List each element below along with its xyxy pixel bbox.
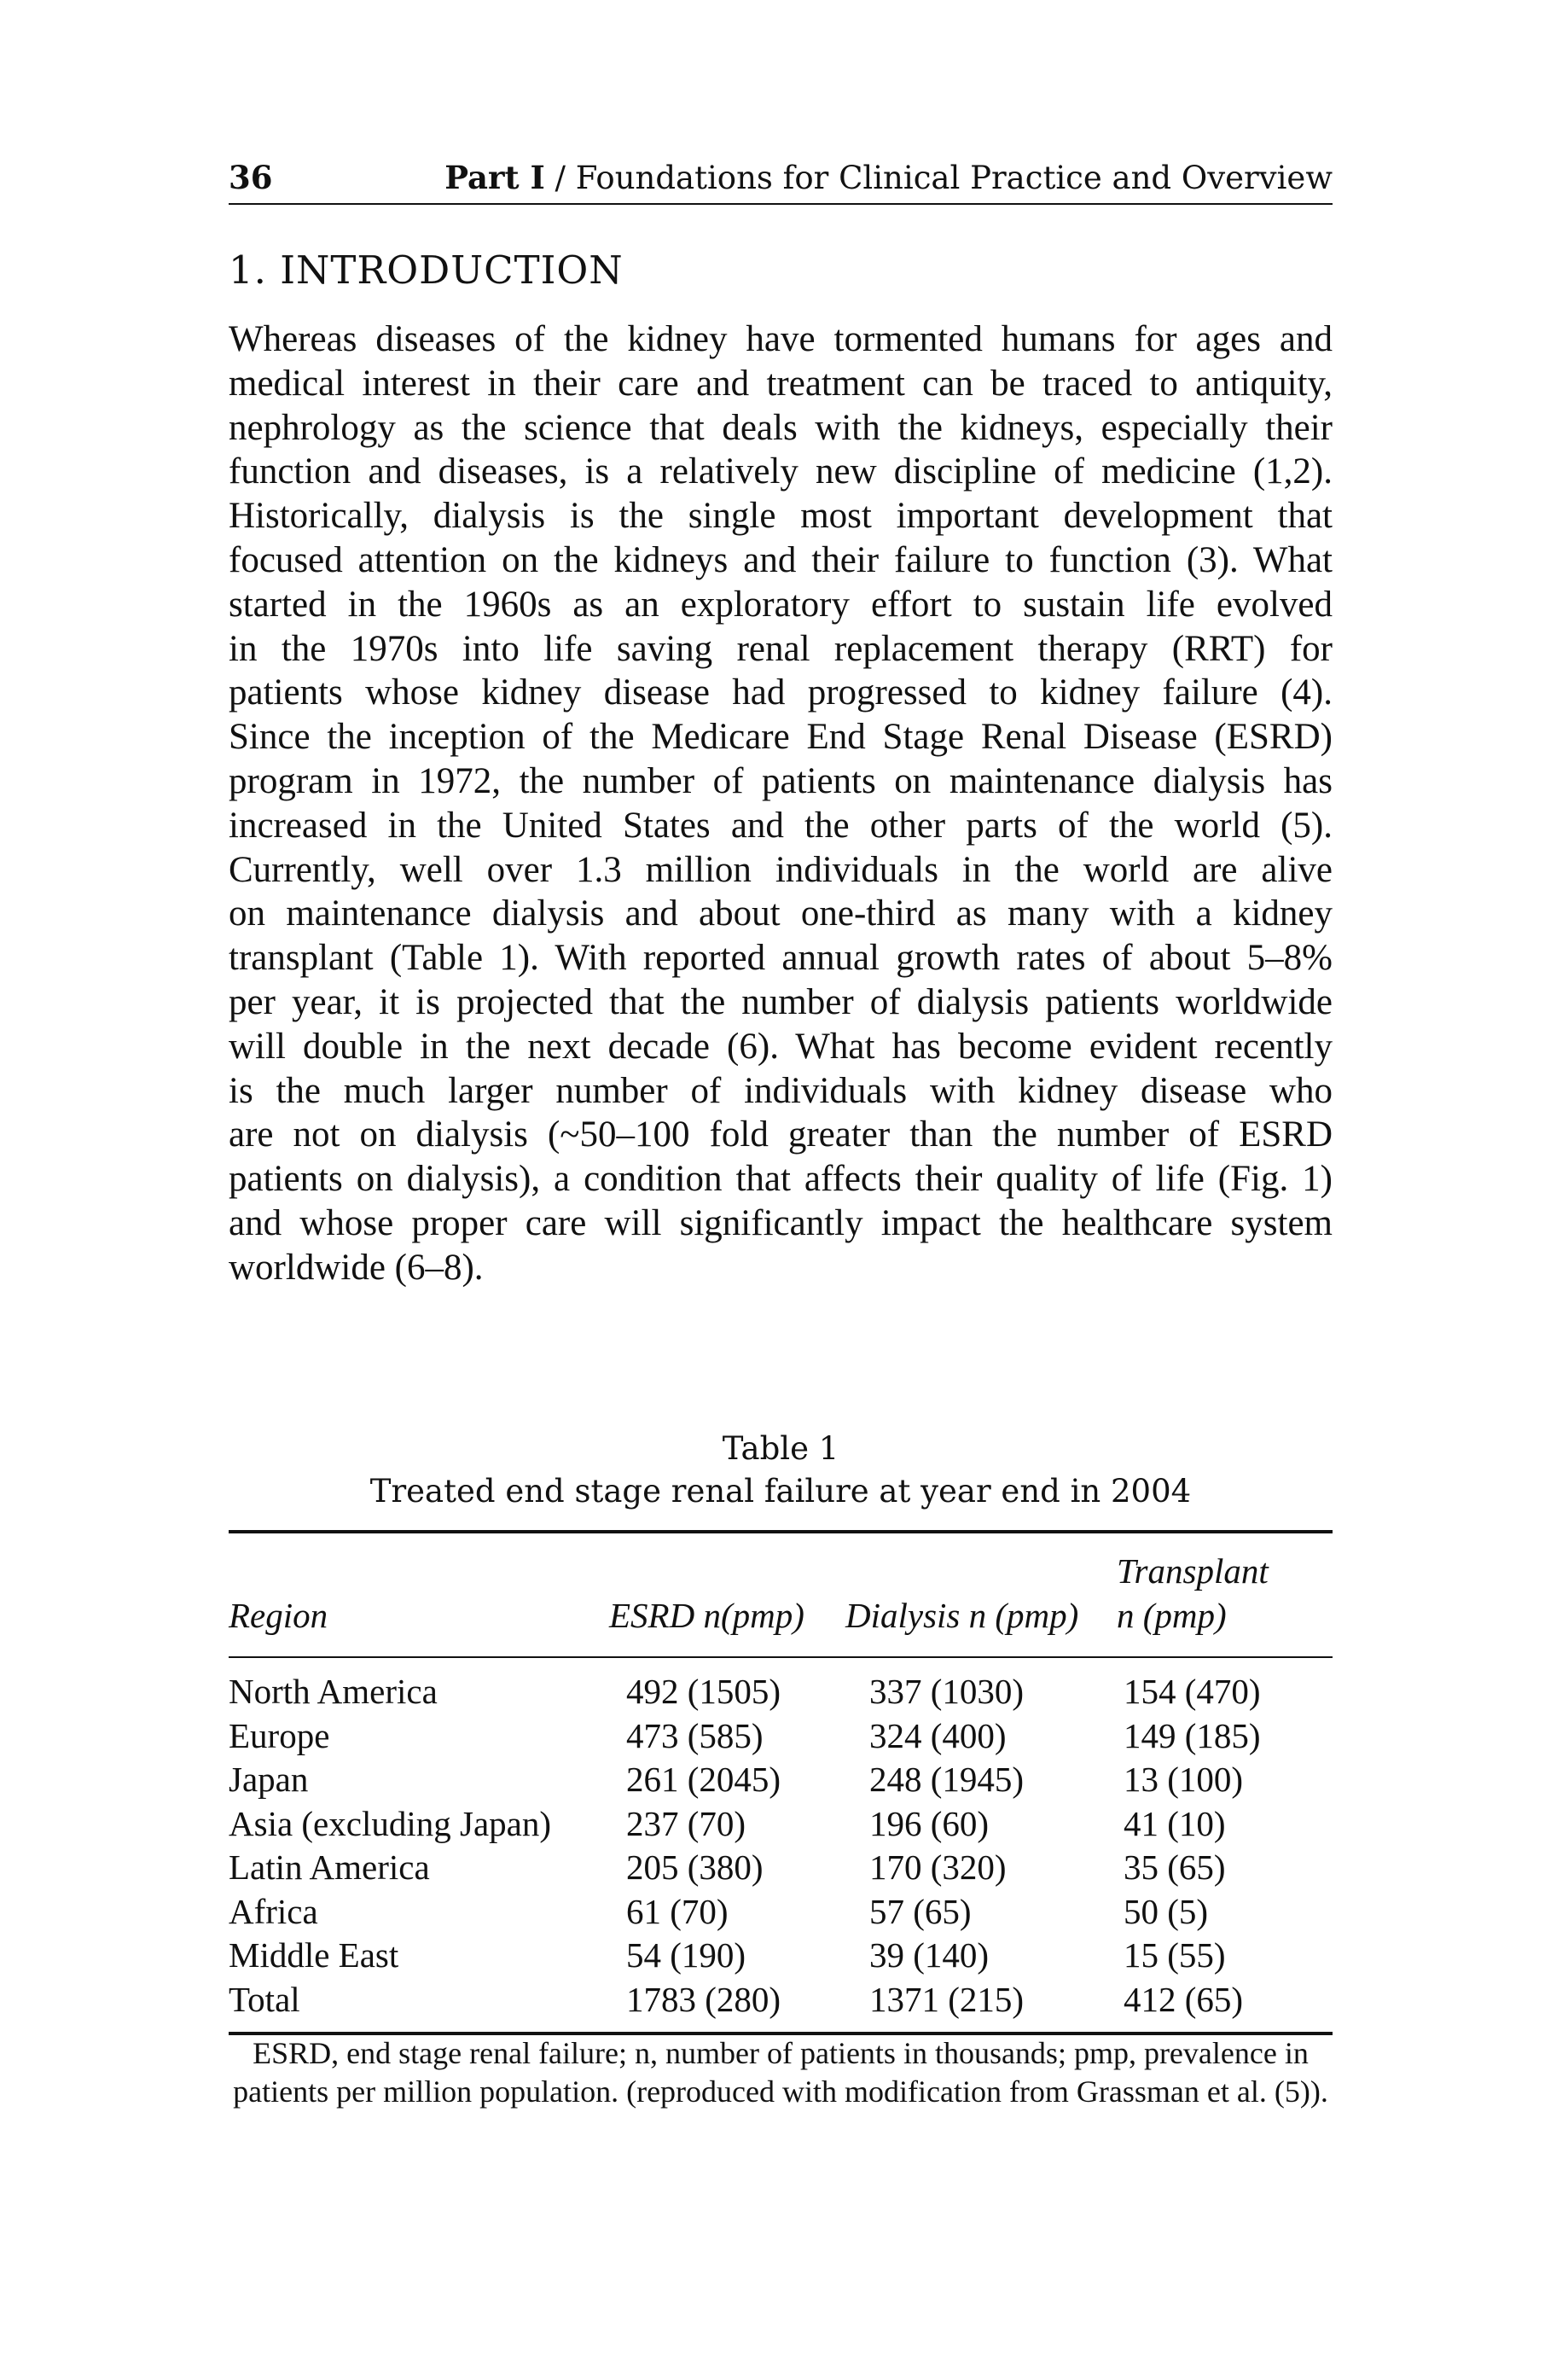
body-line: is the much larger number of individuals with kidney disease who	[229, 1070, 1333, 1111]
body-line: patients on dialysis), a condition that affects their quality of life (Fig. 1)	[229, 1159, 1333, 1200]
cell-transplant: 41 (10)	[1124, 1803, 1226, 1843]
body-line: in the 1970s into life saving renal replacement therapy (RRT) for	[229, 628, 1333, 669]
cell-region: Europe	[229, 1715, 330, 1755]
cell-dialysis: 170 (320)	[869, 1847, 1007, 1887]
cell-dialysis: 1371 (215)	[869, 1979, 1025, 2019]
body-line: will double in the next decade (6). What has become evident recently	[229, 1026, 1333, 1067]
body-line: Since the inception of the Medicare End Stage Renal Disease (ESRD)	[229, 717, 1333, 758]
cell-region: Middle East	[229, 1935, 399, 1975]
body-line: Whereas diseases of the kidney have tormented humans for ages and	[229, 319, 1333, 359]
cell-transplant: 149 (185)	[1124, 1715, 1261, 1755]
cell-esrd: 205 (380)	[626, 1847, 764, 1887]
cell-transplant: 15 (55)	[1124, 1935, 1226, 1975]
running-head	[444, 159, 1333, 196]
body-line: function and diseases, is a relatively new discipline of medicine (1,2).	[229, 451, 1333, 492]
cell-esrd: 237 (70)	[626, 1803, 746, 1843]
page-number: 36	[229, 159, 273, 196]
table-row	[229, 1890, 1333, 1935]
cell-transplant: 13 (100)	[1124, 1760, 1244, 1799]
table-row	[229, 1714, 1333, 1759]
cell-esrd: 473 (585)	[626, 1715, 764, 1755]
header-separator: /	[555, 160, 566, 196]
table-header-row	[229, 1532, 1333, 1657]
table-footnote	[229, 2034, 1333, 2111]
cell-dialysis: 196 (60)	[869, 1803, 990, 1843]
cell-dialysis: 57 (65)	[869, 1891, 972, 1931]
table-row	[229, 1802, 1333, 1847]
body-line: patients whose kidney disease had progressed to kidney failure (4).	[229, 672, 1333, 713]
body-line: worldwide (6–8).	[229, 1247, 484, 1288]
cell-transplant: 412 (65)	[1124, 1979, 1244, 2019]
body-paragraph	[229, 317, 1333, 1290]
cell-region: North America	[229, 1672, 438, 1711]
part-title: Foundations for Clinical Practice and Overview	[575, 160, 1333, 196]
header-transplant	[1117, 1532, 1333, 1657]
cell-esrd: 1783 (280)	[626, 1979, 781, 2019]
table-row	[229, 1657, 1333, 1714]
cell-transplant: 35 (65)	[1124, 1847, 1226, 1887]
cell-region: Asia (excluding Japan)	[229, 1803, 551, 1843]
cell-dialysis: 39 (140)	[869, 1935, 990, 1975]
body-line: increased in the United States and the other parts of the world (5).	[229, 805, 1333, 846]
header-transplant-line2: n (pmp)	[1117, 1596, 1227, 1635]
cell-dialysis: 324 (400)	[869, 1715, 1007, 1755]
cell-dialysis: 248 (1945)	[869, 1760, 1025, 1799]
body-line: per year, it is projected that the number of dialysis patients worldwide	[229, 981, 1333, 1022]
body-line: started in the 1960s as an exploratory effort to sustain life evolved	[229, 584, 1333, 625]
header-region: Region	[229, 1596, 328, 1635]
cell-region: Total	[229, 1979, 300, 2019]
header-dialysis: Dialysis n (pmp)	[845, 1596, 1079, 1635]
cell-transplant: 50 (5)	[1124, 1891, 1209, 1931]
body-line: Historically, dialysis is the single most important development that	[229, 496, 1333, 537]
header-esrd: ESRD n(pmp)	[609, 1596, 804, 1635]
table-label: Table 1	[722, 1430, 839, 1467]
cell-region: Africa	[229, 1891, 318, 1931]
table-row-total	[229, 1978, 1333, 2034]
part-label: Part I	[444, 159, 545, 196]
body-line: focused attention on the kidneys and their failure to function (3). What	[229, 539, 1333, 580]
cell-dialysis: 337 (1030)	[869, 1672, 1025, 1711]
table-row	[229, 1758, 1333, 1802]
section-title: 1. INTRODUCTION	[229, 247, 624, 293]
cell-region: Japan	[229, 1760, 309, 1799]
body-line: nephrology as the science that deals with the kidneys, especially their	[229, 407, 1333, 448]
table-row	[229, 1846, 1333, 1890]
body-line: Currently, well over 1.3 million individuals in the world are alive	[229, 849, 1333, 890]
header-transplant-line1: Transplant	[1117, 1551, 1269, 1591]
body-line: on maintenance dialysis and about one-third as many with a kidney	[229, 893, 1333, 934]
cell-esrd: 61 (70)	[626, 1891, 729, 1931]
body-line: transplant (Table 1). With reported annual growth rates of about 5–8%	[229, 938, 1333, 979]
cell-esrd: 492 (1505)	[626, 1672, 781, 1711]
cell-esrd: 261 (2045)	[626, 1760, 781, 1799]
esrd-table	[229, 1530, 1333, 2035]
body-line: and whose proper care will significantly impact the healthcare system	[229, 1202, 1333, 1243]
body-line: program in 1972, the number of patients on maintenance dialysis has	[229, 760, 1333, 801]
body-line: are not on dialysis (~50–100 fold greater than the number of ESRD	[229, 1114, 1333, 1155]
body-line: medical interest in their care and treatment can be traced to antiquity,	[229, 363, 1333, 404]
cell-esrd: 54 (190)	[626, 1935, 746, 1975]
footnote-line: patients per million population. (reproduced with modification from Grassman et al. (5)).	[233, 2074, 1328, 2109]
table-title: Treated end stage renal failure at year end in 2004	[369, 1473, 1192, 1510]
cell-transplant: 154 (470)	[1124, 1672, 1261, 1711]
footnote-line: ESRD, end stage renal failure; n, number of patients in thousands; pmp, prevalence in	[253, 2036, 1309, 2070]
cell-region: Latin America	[229, 1847, 430, 1887]
running-header	[229, 159, 1333, 205]
table-row	[229, 1934, 1333, 1978]
